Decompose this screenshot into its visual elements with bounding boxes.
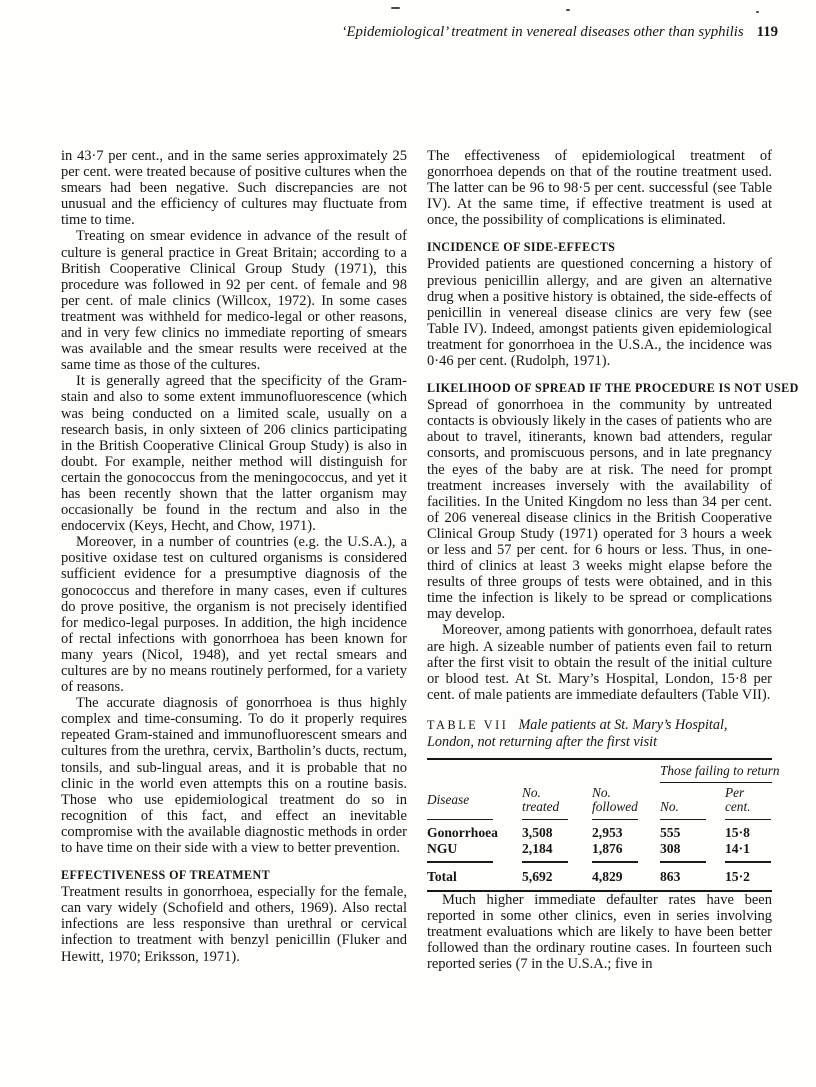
column-header-treated [522, 786, 592, 815]
table-spanner: Those failing to return [660, 764, 772, 783]
table-label: TABLE VII [427, 717, 509, 732]
right-column [427, 148, 799, 973]
table-cell: Gonorrhoea [427, 825, 498, 841]
table-rule-segment [660, 861, 706, 863]
table-cell: 3,508 [522, 825, 553, 841]
table-rule-segment [592, 819, 638, 821]
running-head [342, 24, 778, 41]
column-header-failing-no [660, 800, 725, 815]
table-cell: 2,184 [522, 841, 553, 857]
heading-likelihood-of-spread: LIKELIHOOD OF SPREAD IF THE PROCEDURE IS NOT USED [427, 381, 799, 396]
table-rule-segment [427, 819, 493, 821]
table-cell: 14·1 [725, 841, 750, 857]
table-cell: 555 [660, 825, 681, 841]
table-rule-segment [522, 819, 568, 821]
table-cell: Total [427, 868, 457, 884]
column-header-label: treated [522, 799, 560, 815]
table-caption [427, 717, 772, 751]
scan-artifact [566, 9, 570, 11]
column-header-label: No. [522, 784, 541, 800]
column-header-label: Disease [427, 791, 470, 807]
table-cell: 2,953 [592, 825, 623, 841]
left-column [61, 148, 407, 965]
table-cell: 308 [660, 841, 681, 857]
table-cell: 1,876 [592, 841, 623, 857]
column-header-disease [427, 793, 522, 808]
paragraph: Moreover, in a number of countries (e.g. the U.S.A.), a positive oxidase test on cultured organisms is considered sufficient evidence for a presumptive diagnosis of the gonococcus and therefore in many cases, even if cultures do prove positive, the organism is not precisely identified for medico-legal purposes. In addition, the high incidence of rectal infections with gonorrhoea has been known for many years (Nicol, 1948), and yet rectal smears and cultures are by no means routinely performed, for a variety of reasons. [61, 534, 407, 696]
paragraph: Provided patients are questioned concerning a history of previous penicillin allergy, and are given an alternative drug when a positive history is obtained, the side-effects of penicillin in venereal disease clinics are very few (see Table IV). Indeed, amongst patients given epidemiological treatment for gonorrhoea in the U.S.A., the incidence was 0·46 per cent. (Rudolph, 1971). [427, 256, 772, 370]
scan-artifact [391, 7, 400, 9]
running-head-title: ‘Epidemiological’ treatment in venereal diseases other than syphilis [341, 24, 744, 40]
paragraph: Moreover, among patients with gonorrhoea, default rates are high. A sizeable number of patients even fail to return after the first visit to obtain the result of the initial culture or blood test. At St. Mary’s Hospital, London, 15·8 per cent. of male patients are immediate defaulters (Table VII). [427, 622, 772, 703]
two-column-body [61, 148, 799, 973]
paragraph: Much higher immediate defaulter rates have been reported in some other clinics, even in series involving treatment evaluations which are likely to have been better followed than the ordinary routine cases. In fourteen such reported series (7 in the U.S.A.; five in [427, 891, 772, 973]
table-cell: 15·2 [725, 868, 750, 884]
column-header-label: No. [592, 784, 611, 800]
column-header-label: Per cent. [725, 784, 751, 815]
paragraph: The effectiveness of epidemiological treatment of gonorrhoea depends on that of the routine treatment used. The latter can be 96 to 98·5 per cent. successful (see Table IV). At the same time, if effective treatment is used at once, the possibility of complications is eliminated. [427, 148, 772, 229]
column-header-label: No. [660, 799, 679, 815]
paragraph: The accurate diagnosis of gonorrhoea is thus highly complex and time-consuming. To do it properly requires repeated Gram-stained and immunofluorescent smears and cultures from the urethra, cervix, Bartholin’s ducts, rectum, tonsils, and sub-lingual areas, and it is probable that no clinic in the world even attempts this on a routine basis. Those who use epidemiological treatment do so in recognition of this fact, and effect an inevitable compromise with the available diagnostic methods in order to have time on their side with a view to better prevention. [61, 695, 407, 857]
table-rule-segment [427, 861, 493, 863]
table-rule-segment [660, 819, 706, 821]
table-rule-segment [522, 861, 568, 863]
column-header-label: followed [592, 799, 638, 815]
table-rule-segment [725, 861, 771, 863]
table-rule-segment [725, 819, 771, 821]
page-number: 119 [756, 24, 778, 40]
column-header-failing-pct [725, 786, 772, 815]
table-cell: 15·8 [725, 825, 750, 841]
table-cell: NGU [427, 841, 458, 857]
table-cell: 4,829 [592, 868, 623, 884]
table-rule-segment [592, 861, 638, 863]
heading-effectiveness-of-treatment: EFFECTIVENESS OF TREATMENT [61, 868, 271, 883]
column-header-followed [592, 786, 660, 815]
paragraph: Treatment results in gonorrhoea, especially for the female, can vary widely (Schofield and others, 1969). Also rectal infections are less responsive than urethral or cervical infection to treatment with benzyl penicillin (Fluker and Hewitt, 1970; Eriksson, 1971). [61, 884, 407, 965]
scan-artifact [756, 11, 759, 13]
paragraph: in 43·7 per cent., and in the same series approximately 25 per cent. were treated because of positive cultures when the smears had been negative. Such discrepancies are not unusual and the efficiency of cultures may fluctuate from time to time. [61, 148, 407, 229]
heading-incidence-of-side-effects: INCIDENCE OF SIDE-EFFECTS [427, 240, 616, 255]
table-caption-text: Male patients at St. Mary’s Hospital, London, not returning after the first visit [427, 716, 728, 750]
paragraph: Spread of gonorrhoea in the community by untreated contacts is obviously likely in the cases of patients who are about to travel, itinerants, known bad attenders, regular consorts, and promiscuous persons, and in late pregnancy the eyes of the baby are at risk. The need for prompt treatment increases inversely with the availability of facilities. In the United Kingdom no less than 34 per cent. of 206 venereal disease clinics in the British Cooperative Clinical Group Study (1971) operated for 3 hours a week or less and 57 per cent. for 6 hours or less. Thus, in one-third of clinics at least 3 weeks might elapse before the results of three groups of tests were obtained, and in this time the infection is likely to be spread or complications may develop. [427, 397, 772, 623]
table-cell: 863 [660, 868, 681, 884]
table-vii [427, 758, 780, 892]
table-cell: 5,692 [522, 868, 553, 884]
paragraph: Treating on smear evidence in advance of the result of culture is general practice in Great Britain; according to a British Cooperative Clinical Group Study (1971), this procedure was followed in 92 per cent. of female and 98 per cent. of male clinics (Willcox, 1972). In some cases treatment was withheld for medico-legal or other reasons, and in very few clinics no immediate reporting of smears was available and the smear results were received at the same time as those of the cultures. [61, 228, 407, 374]
paragraph: It is generally agreed that the specificity of the Gram-stain and also to some extent immunofluorescence (which was being conducted on a limited scale, usually on a research basis, in only sixteen of 206 clinics participating in the British Cooperative Clinical Group Study) is also in doubt. For example, neither method will distinguish for certain the gonococcus from the meningococcus, and yet it has been recently shown that the latter organism may occasionally be found in the rectum and also in the endocervix (Keys, Hecht, and Chow, 1971). [61, 373, 407, 535]
